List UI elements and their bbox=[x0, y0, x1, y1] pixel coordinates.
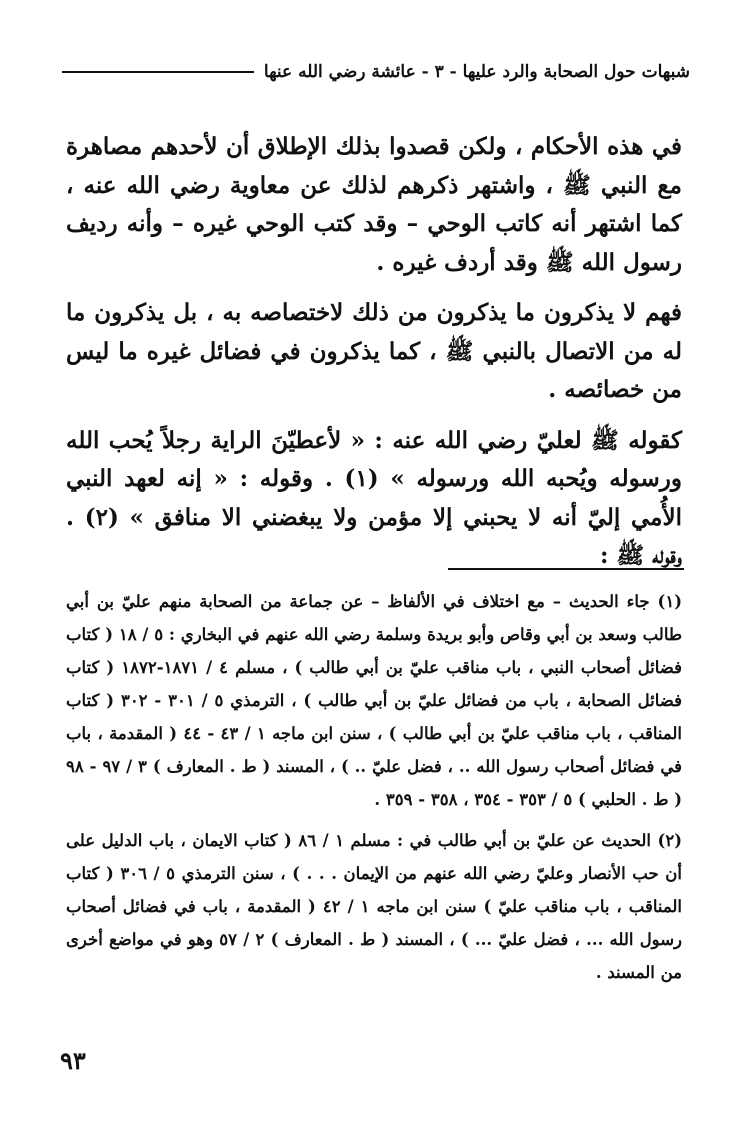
running-title: شبهات حول الصحابة والرد عليها - ٣ - عائشة رضي الله عنها bbox=[263, 62, 690, 82]
header-rule bbox=[62, 71, 254, 73]
footnote: (١) جاء الحديث – مع اختلاف في الألفاظ – عن جماعة من الصحابة منهم عليّ بن أبي طالب وسعد بن أبي وقاص وأبو بريدة وسلمة رضي الله عنهم في البخاري : ٥ / ١٨ ( كتاب فضائل أصحاب النبي ، باب مناقب عليّ بن أبي طالب ) ، مسلم ٤ / ١٨٧١-١٨٧٢ ( كتاب فضائل الصحابة ، باب من فضائل عليّ بن أبي طالب ) ، الترمذي ٥ / ٣٠١ - ٣٠٢ ( كتاب المناقب ، باب مناقب عليّ بن أبي طالب ) ، سنن ابن ماجه ١ / ٤٣ - ٤٤ ( المقدمة ، باب في فضائل أصحاب رسول الله .. ، فضل عليّ .. ) ، المسند ( ط . المعارف ) ٣ / ٩٧ - ٩٨ ( ط . الحلبي ) ٥ / ٣٥٣ - ٣٥٤ ، ٣٥٨ - ٣٥٩ . bbox=[66, 592, 683, 809]
footnote: (٢) الحديث عن عليّ بن أبي طالب في : مسلم ١ / ٨٦ ( كتاب الايمان ، باب الدليل على أن حب الأنصار وعليّ رضي الله عنهم من الإيمان . . . ) ، سنن الترمذي ٥ / ٣٠٦ ( كتاب المناقب ، باب مناقب عليّ ) سنن ابن ماجه ١ / ٤٢ ( المقدمة ، باب في فضائل أصحاب رسول الله ... ، فضل عليّ ... ) ، المسند ( ط . المعارف ) ٢ / ٥٧ وهو في مواضع أخرى من المسند . bbox=[66, 831, 683, 982]
running-header bbox=[62, 62, 690, 82]
page-number: ٩٣ bbox=[60, 1046, 86, 1075]
paragraph: في هذه الأحكام ، ولكن قصدوا بذلك الإطلاق أن لأحدهم مصاهرة مع النبي ﷺ ، واشتهر ذكرهم لذلك عن معاوية رضي الله عنه ، كما اشتهر أنه كاتب الوحي – وقد كتب الوحي غيره – وأنه رديف رسول الله ﷺ وقد أردف غيره . bbox=[66, 133, 682, 276]
footnotes bbox=[66, 585, 682, 997]
paragraph: فهم لا يذكرون ما يذكرون من ذلك لاختصاصه به ، بل يذكرون ما له من الاتصال بالنبي ﷺ ، كما يذكرون في فضائل غيره ما ليس من خصائصه . bbox=[66, 299, 682, 403]
main-text bbox=[66, 128, 682, 588]
paragraph: كقوله ﷺ لعليّ رضي الله عنه : « لأعطيّنَ الراية رجلاً يُحب الله ورسوله ويُحبه الله ورسوله » (١) . وقوله : « إنه لعهد النبي الأُمي إليّ أنه لا يحبني إلا مؤمن ولا يبغضني الا منافق » (٢) . وقوله ﷺ : bbox=[66, 426, 682, 569]
footnote-rule bbox=[448, 568, 684, 570]
